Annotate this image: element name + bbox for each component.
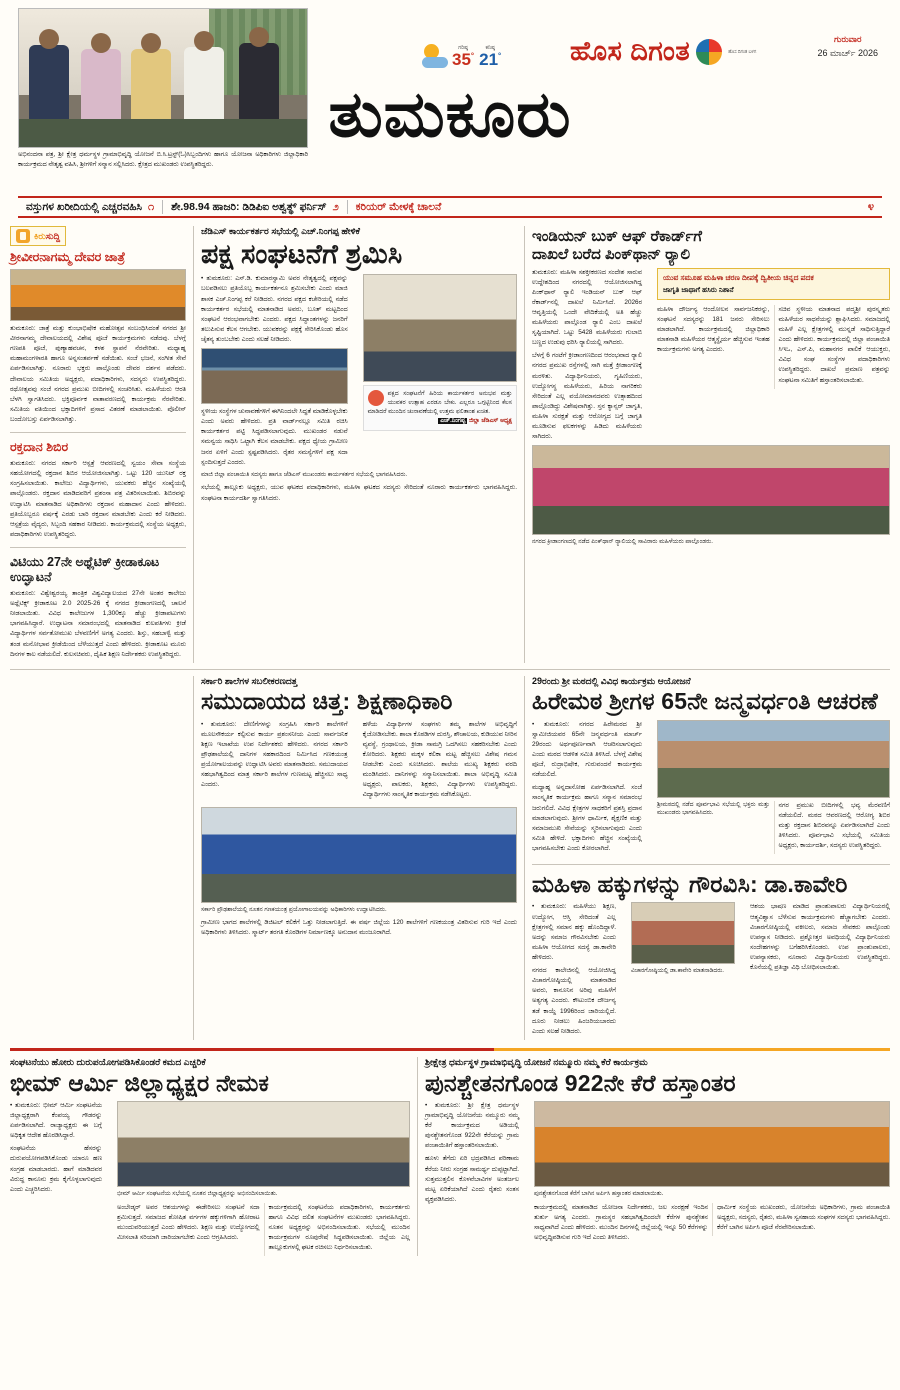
math-photo-caption: ಶ್ರೀಮಠದಲ್ಲಿ ನಡೆದ ಪೂರ್ವಭಾವಿ ಸಭೆಯಲ್ಲಿ ಭಕ್ತರು ಮತ್ತು ಮುಖಂಡರು ಭಾಗವಹಿಸಿದರು. <box>657 801 770 817</box>
weather-widget <box>422 34 514 80</box>
lake-body-3: ಕಾರ್ಯಕ್ರಮದಲ್ಲಿ ಮಾತನಾಡಿದ ಯೋಜನಾ ನಿರ್ದೇಶಕರು, ಜಲ ಸಂರಕ್ಷಣೆ ಇಂದಿನ ತುರ್ತು ಅಗತ್ಯ ಎಂದರು. ಗ್ರಾಮಸ್ಥರ ಸಹಭಾಗಿತ್ವದಿಂದಲೇ ಕೆರೆಗಳ ಪುನಶ್ಚೇತನ ಸಾಧ್ಯವಾಗಿದೆ ಎಂದು ಹೇಳಿದರು. ಮುಂದಿನ ದಿನಗಳಲ್ಲಿ ಜಿಲ್ಲೆಯಲ್ಲಿ ಇನ್ನೂ 50 ಕೆರೆಗಳನ್ನು ಅಭಿವೃದ್ಧಿಪಡಿಸುವ ಗುರಿ ಇದೆ ಎಂದು ತಿಳಿಸಿದರು. <box>534 1203 708 1241</box>
pinkathon-body-3: ಮಹಿಳಾ ದೌರ್ಜನ್ಯ ಆಂದೋಲನ ಸಾರ್ವಜನಿಕರನ್ನು, ಸಂಘಟನೆ ಸದಸ್ಯರನ್ನು 181 ಜನರು ಸೇರಿಸಲು ಮಾಡಲಾಗಿದೆ. ಕಾರ್ಯಕ್ರಮದಲ್ಲಿ ಜಿಲ್ಲಾಧಿಕಾರಿ ಮಾತನಾಡಿ ಮಹಿಳೆಯರ ಆತ್ಮಸ್ಥೈರ್ಯ ಹೆಚ್ಚಿಸುವ ಇಂತಹ ಕಾರ್ಯಕ್ರಮಗಳು ಅಗತ್ಯ ಎಂದರು. <box>657 305 770 354</box>
masthead-photo-caption: ಅಭಿನಂದನಾ ಪತ್ರ, ಶ್ರೀ ಕ್ಷೇತ್ರ ಧರ್ಮಸ್ಥಳ ಗ್ರಾಮಾಭಿವೃದ್ಧಿ ಯೋಜನೆ ಬಿ.ಸಿ.ಟ್ರಸ್ಟ್(ಓ)ಸಿಬ್ಬಂದಿಗಳು ಹಾಗೂ ಯೋಜನಾ ಅಧಿಕಾರಿಗಳು ಜಿಲ್ಲಾಧಿಕಾರಿ ಕಾರ್ಯಕ್ರಮದ ನೇತೃತ್ವ ವಹಿಸಿ, ಶ್ರೀಗಳಿಗೆ ಸನ್ಮಾನ ಸಲ್ಲಿಸಿದರು. ಕ್ಷೇತ್ರದ ಮುಖಂಡರು ಉಪಸ್ಥಿತರಿದ್ದರು. <box>18 151 308 168</box>
column-briefs <box>10 226 186 663</box>
lead-headline: ಪಕ್ಷ ಸಂಘಟನೆಗೆ ಶ್ರಮಿಸಿ <box>201 238 403 269</box>
lead-body-1: • ತುಮಕೂರು: ಎಸ್.ಡಿ. ಕುಮಾರಸ್ವಾಮಿ ಅವರ ನೇತೃತ್ವದಲ್ಲಿ ಪಕ್ಷವನ್ನು ಬಲಪಡಿಸಲು ಪ್ರತಿಯೊಬ್ಬ ಕಾರ್ಯಕರ್ತನೂ ಶ್ರಮಿಸಬೇಕು ಎಂದು ಮಾಜಿ ಶಾಸಕ ಎಚ್.ನಿಂಗಪ್ಪ ಕರೆ ನೀಡಿದರು. ನಗರದ ಪಕ್ಷದ ಕಚೇರಿಯಲ್ಲಿ ನಡೆದ ಕಾರ್ಯಕರ್ತರ ಸಭೆಯಲ್ಲಿ ಮಾತನಾಡಿದ ಅವರು, ಬೂತ್ ಮಟ್ಟದಿಂದ ಸಂಘಟನೆ ಆರಂಭವಾಗಬೇಕು ಎಂದರು. ಪಕ್ಷದ ಸಿದ್ಧಾಂತಗಳನ್ನು ಜನರಿಗೆ ತಲುಪಿಸುವ ಕೆಲಸ ಆಗಬೇಕು. ಯುವಕರನ್ನು ಪಕ್ಷಕ್ಕೆ ಸೇರಿಸಿಕೊಂಡು ಹೊಸ ಚೈತನ್ಯ ತುಂಬಬೇಕು ಎಂದು ಸಲಹೆ ನೀಡಿದರು. <box>201 275 348 344</box>
temp-max-value: 35 <box>452 50 471 70</box>
lake-photo-caption: ಪುನಶ್ಚೇತನಗೊಂಡ ಕೆರೆಗೆ ಬಾಗಿನ ಅರ್ಪಿಸಿ ಹಸ್ತಾಂತರ ಮಾಡಲಾಯಿತು. <box>534 1190 664 1197</box>
pinkathon-kicker: ಇಂಡಿಯನ್ ಬುಕ್ ಆಫ್ ರೆಕಾರ್ಡ್‌ಗೆ <box>532 228 703 245</box>
story-schools <box>201 676 517 1040</box>
bottom-row <box>10 1057 890 1256</box>
temp-min: ಕನಿಷ್ಠ 21° <box>479 44 502 70</box>
index-item-label: ವಸ್ತುಗಳ ಖರೀದಿಯಲ್ಲಿ ಎಚ್ಚರವಹಿಸಿ <box>26 200 142 213</box>
lead-body-2: ಸ್ಥಳೀಯ ಸಂಸ್ಥೆಗಳ ಚುನಾವಣೆಗಳಿಗೆ ಈಗಿನಿಂದಲೇ ಸಿದ್ಧತೆ ಮಾಡಿಕೊಳ್ಳಬೇಕು ಎಂದು ಅವರು ಹೇಳಿದರು. ಪ್ರತಿ ವಾರ್ಡ್‌ನಲ್ಲೂ ಸಮಿತಿ ರಚಿಸಿ ಕಾರ್ಯಕರ್ತರ ಪಟ್ಟಿ ಸಿದ್ಧಪಡಿಸಲಾಗುವುದು. ಮುಖಂಡರ ನಡುವೆ ಸಮನ್ವಯ ಸಾಧಿಸಿ ಒಟ್ಟಾಗಿ ಕೆಲಸ ಮಾಡಬೇಕು. ಪಕ್ಷದ ಧ್ಯೇಯ ಗ್ರಾಮೀಣ ಜನರ ಏಳಿಗೆ ಎಂದು ಸ್ಪಷ್ಟಪಡಿಸಿದರು. ರೈತರ ಸಮಸ್ಯೆಗಳಿಗೆ ಪಕ್ಷ ಸದಾ ಸ್ಪಂದಿಸುತ್ತದೆ ಎಂದರು. <box>201 408 348 466</box>
women-rights-body-2: ನಗರದ ಕಾಲೇಜಿನಲ್ಲಿ ಆಯೋಜಿಸಿದ್ದ ವಿಚಾರಗೋಷ್ಠಿಯಲ್ಲಿ ಮಾತನಾಡಿದ ಅವರು, ಕಾನೂನಿನ ಅರಿವು ಮಹಿಳೆಗೆ ಅತ್ಯಗತ್ಯ ಎಂದರು. ಕೌಟುಂಬಿಕ ದೌರ್ಜನ್ಯ ತಡೆ ಕಾಯ್ದೆ 1996ರಿಂದ ಜಾರಿಯಲ್ಲಿದೆ. ದೂರು ನೀಡಲು ಹಿಂಜರಿಯಬಾರದು ಎಂದು ಸಲಹೆ ನೀಡಿದರು. <box>532 967 616 1035</box>
middle-row <box>10 676 890 1040</box>
index-item[interactable] <box>163 201 347 214</box>
index-item-page: ೧ <box>147 200 155 213</box>
lake-body-1: • ತುಮಕೂರು: ಶ್ರೀ ಕ್ಷೇತ್ರ ಧರ್ಮಸ್ಥಳ ಗ್ರಾಮಾಭಿವೃದ್ಧಿ ಯೋಜನೆಯ ನಮ್ಮೂರು ನಮ್ಮ ಕೆರೆ ಕಾರ್ಯಕ್ರಮದ ಅಡಿಯಲ್ಲಿ ಪುನಶ್ಚೇತನಗೊಂಡ 922ನೇ ಕೆರೆಯನ್ನು ಗ್ರಾಮ ಪಂಚಾಯಿತಿಗೆ ಹಸ್ತಾಂತರಿಸಲಾಯಿತು. <box>425 1101 519 1150</box>
bhim-body-3: ಅಂಬೇಡ್ಕರ್ ಅವರ ಆಶಯಗಳನ್ನು ಈಡೇರಿಸಲು ಸಂಘಟನೆ ಸದಾ ಶ್ರಮಿಸುತ್ತದೆ. ಸಮಾಜದ ಶೋಷಿತ ವರ್ಗಗಳ ಹಕ್ಕುಗಳಿಗಾಗಿ ಹೋರಾಟ ಮುಂದುವರಿಯುತ್ತದೆ ಎಂದು ಹೇಳಿದರು. ಶಿಕ್ಷಣ ಮತ್ತು ಉದ್ಯೋಗದಲ್ಲಿ ಮೀಸಲಾತಿ ಸರಿಯಾಗಿ ಜಾರಿಯಾಗಬೇಕು ಎಂದು ಆಗ್ರಹಿಸಿದರು. <box>117 1203 260 1241</box>
women-rights-body-1: • ತುಮಕೂರು: ಮಹಿಳೆಯು ಶಿಕ್ಷಣ, ಉದ್ಯೋಗ, ಆಸ್ತಿ ಸೇರಿದಂತೆ ಎಲ್ಲ ಕ್ಷೇತ್ರಗಳಲ್ಲಿ ಸಮಾನ ಹಕ್ಕು ಹೊಂದಿದ್ದಾಳೆ. ಅದನ್ನು ಸಮಾಜ ಗೌರವಿಸಬೇಕು ಎಂದು ಮಹಿಳಾ ಆಯೋಗದ ಸದಸ್ಯೆ ಡಾ.ಕಾವೇರಿ ಹೇಳಿದರು. <box>532 903 616 961</box>
math-body-1: • ತುಮಕೂರು: ನಗರದ ಹಿರೇಮಠದ ಶ್ರೀ ಸ್ವಾಮೀಜಿಯವರ 65ನೇ ಜನ್ಮವರ್ಧಂತಿ ಮಾರ್ಚ್ 29ರಂದು ಅರ್ಥಪೂರ್ಣವಾಗಿ ಆಚರಿಸಲಾಗುವುದು ಎಂದು ಮಠದ ಆಡಳಿತ ಸಮಿತಿ ತಿಳಿಸಿದೆ. ಬೆಳಗ್ಗೆ ವಿಶೇಷ ಪೂಜೆ, ರುದ್ರಾಭಿಷೇಕ, ಗುರುವಂದನೆ ಕಾರ್ಯಕ್ರಮ ನಡೆಯಲಿದೆ. <box>532 720 642 779</box>
index-item[interactable] <box>18 201 162 214</box>
masthead <box>10 0 890 213</box>
sun-cloud-icon <box>422 44 448 70</box>
column-pinkathon <box>532 226 890 663</box>
brief-3-body: ತುಮಕೂರು: ವಿಶ್ವೇಶ್ವರಯ್ಯ ತಾಂತ್ರಿಕ ವಿಶ್ವವಿದ್ಯಾಲಯದ 27ನೇ ಅಂತರ ಕಾಲೇಜು ಅಥ್ಲೆಟಿಕ್ಸ್ ಕ್ರೀಡಾಕೂಟ 2.0 2025-26 ಕ್ಕೆ ನಗರದ ಕ್ರೀಡಾಂಗಣದಲ್ಲಿ ಚಾಲನೆ ನೀಡಲಾಯಿತು. ವಿವಿಧ ಕಾಲೇಜುಗಳ 1,300ಕ್ಕೂ ಹೆಚ್ಚು ಕ್ರೀಡಾಪಟುಗಳು ಭಾಗವಹಿಸಿದ್ದಾರೆ. ಉದ್ಘಾಟನಾ ಸಮಾರಂಭದಲ್ಲಿ ಮಾತನಾಡಿದ ಕುಲಪತಿಗಳು ಕ್ರೀಡೆ ವಿದ್ಯಾರ್ಥಿಗಳ ಸರ್ವತೋಮುಖ ಬೆಳವಣಿಗೆಗೆ ಅಗತ್ಯ ಎಂದರು. ಶಿಸ್ತು, ಸಹಬಾಳ್ವೆ ಮತ್ತು ತಂಡ ಮನೋಭಾವ ಕ್ರೀಡೆಯಿಂದ ಬೆಳೆಯುತ್ತದೆ ಎಂದು ಹೇಳಿದರು. ಕ್ರೀಡಾಕೂಟ ಮೂರು ದಿನಗಳ ಕಾಲ ನಡೆಯಲಿದೆ. ಕುಲಸಚಿವರು, ದೈಹಿಕ ಶಿಕ್ಷಣ ನಿರ್ದೇಶಕರು ಉಪಸ್ಥಿತರಿದ್ದರು. <box>10 589 186 658</box>
bhim-body-1: • ತುಮಕೂರು: ಭೀಮ್ ಆರ್ಮಿ ಸಂಘಟನೆಯ ಜಿಲ್ಲಾಧ್ಯಕ್ಷರಾಗಿ ಕೆಂಪಯ್ಯ ಗೌಡರನ್ನು ಏರ್ಪಡಿಸಲಾಗಿದೆ. ರಾಜ್ಯಾಧ್ಯಕ್ಷರು ಈ ಬಗ್ಗೆ ಅಧಿಕೃತ ಆದೇಶ ಹೊರಡಿಸಿದ್ದಾರೆ. <box>10 1101 102 1140</box>
story-lake-handover <box>425 1057 890 1256</box>
badge-word-2: ಸುದ್ದಿ <box>45 230 61 241</box>
lead-kicker: ಜೆಡಿಎಸ್ ಕಾರ್ಯಕರ್ತರ ಸಭೆಯಲ್ಲಿ ಎಚ್.ನಿಂಗಪ್ಪ ಹೇಳಿಕೆ <box>201 226 360 236</box>
pinkathon-body-1: ತುಮಕೂರು: ಮಹಿಳಾ ಸಶಕ್ತೀಕರಣದ ಸಂದೇಶ ಸಾರುವ ಉದ್ದೇಶದಿಂದ ನಗರದಲ್ಲಿ ಆಯೋಜಿಸಲಾಗಿದ್ದ ಪಿಂಕ್‌ಥಾನ್ ರ್‍ಯಾಲಿ ಇಂಡಿಯನ್ ಬುಕ್ ಆಫ್ ರೆಕಾರ್ಡ್‌ನಲ್ಲಿ ದಾಖಲೆ ನಿರ್ಮಿಸಿದೆ. 2026ರ ಆವೃತ್ತಿಯಲ್ಲಿ ಒಂದೇ ವೇದಿಕೆಯಲ್ಲಿ ಅತಿ ಹೆಚ್ಚು ಮಹಿಳೆಯರು ಪಾಲ್ಗೊಂಡ ರ್‍ಯಾಲಿ ಎಂಬ ದಾಖಲೆ ಸೃಷ್ಟಿಯಾಗಿದೆ. ಒಟ್ಟು 5428 ಮಹಿಳೆಯರು ಗುಲಾಬಿ ಬಣ್ಣದ ಉಡುಪು ಧರಿಸಿ ರ್‍ಯಾಲಿಯಲ್ಲಿ ಸಾಗಿದರು. <box>532 268 642 347</box>
temp-max: ಗರಿಷ್ಠ 35° <box>452 44 475 70</box>
math-body-3: ನಗರ ಪ್ರಮುಖ ಬೀದಿಗಳಲ್ಲಿ ಭವ್ಯ ಮೆರವಣಿಗೆ ನಡೆಯಲಿದೆ. ಮಠದ ಆವರಣದಲ್ಲಿ ಆರೋಗ್ಯ ಶಿಬಿರ ಮತ್ತು ರಕ್ತದಾನ ಶಿಬಿರವನ್ನೂ ಏರ್ಪಡಿಸಲಾಗಿದೆ ಎಂದು ತಿಳಿಸಿದರು. ಪೂರ್ವಭಾವಿ ಸಭೆಯಲ್ಲಿ ಸಮಿತಿಯ ಅಧ್ಯಕ್ಷರು, ಕಾರ್ಯದರ್ಶಿ, ಸದಸ್ಯರು ಉಪಸ್ಥಿತರಿದ್ದರು. <box>778 801 890 850</box>
badge-word-1: ಕಿರು <box>34 230 46 241</box>
pullquote-text: ಪಕ್ಷದ ಸಂಘಟನೆಗೆ ಹಿರಿಯ ಕಾರ್ಯಕರ್ತರ ಅನುಭವ ಮತ್ತು ಯುವಕರ ಉತ್ಸಾಹ ಎರಡೂ ಬೇಕು. ಎಲ್ಲರೂ ಒಗ್ಗಟ್ಟಿನಿಂದ ಕೆಲಸ ಮಾಡಿದರೆ ಮುಂದಿನ ಚುನಾವಣೆಯಲ್ಲಿ ಉತ್ತಮ ಫಲಿತಾಂಶ ಖಚಿತ. <box>367 391 512 416</box>
pinkathon-body-2: ಬೆಳಗ್ಗೆ 6 ಗಂಟೆಗೆ ಕ್ರೀಡಾಂಗಣದಿಂದ ಆರಂಭವಾದ ರ್‍ಯಾಲಿ ನಗರದ ಪ್ರಮುಖ ರಸ್ತೆಗಳಲ್ಲಿ ಸಾಗಿ ಮತ್ತೆ ಕ್ರೀಡಾಂಗಣಕ್ಕೆ ಮರಳಿತು. ವಿದ್ಯಾರ್ಥಿನಿಯರು, ಗೃಹಿಣಿಯರು, ಉದ್ಯೋಗಸ್ಥ ಮಹಿಳೆಯರು, ಹಿರಿಯ ನಾಗರಿಕರು ಸೇರಿದಂತೆ ಎಲ್ಲ ವಯೋಮಾನದವರು ಉತ್ಸಾಹದಿಂದ ಪಾಲ್ಗೊಂಡಿದ್ದು ವಿಶೇಷವಾಗಿತ್ತು. ಸ್ತನ ಕ್ಯಾನ್ಸರ್ ಜಾಗೃತಿ, ಮಹಿಳಾ ಸುರಕ್ಷತೆ ಮತ್ತು ಆರೋಗ್ಯದ ಬಗ್ಗೆ ಜಾಗೃತಿ ಮೂಡಿಸುವ ಫಲಕಗಳನ್ನು ಹಿಡಿದು ಮಹಿಳೆಯರು ಸಾಗಿದರು. <box>532 352 642 441</box>
lake-headline: ಪುನಶ್ಚೇತನಗೊಂಡ 922ನೇ ಕೆರೆ ಹಸ್ತಾಂತರ <box>425 1069 736 1096</box>
temp-min-label: ಕನಿಷ್ಠ <box>485 44 495 51</box>
lead-body-3: ಸಭೆಯಲ್ಲಿ ತಾಲ್ಲೂಕು ಅಧ್ಯಕ್ಷರು, ಯುವ ಘಟಕದ ಪದಾಧಿಕಾರಿಗಳು, ಮಹಿಳಾ ಘಟಕದ ಸದಸ್ಯರು ಸೇರಿದಂತೆ ನೂರಾರು ಕಾರ್ಯಕರ್ತರು ಭಾಗವಹಿಸಿದ್ದರು. ಸಂಘಟನಾ ಕಾರ್ಯದರ್ಶಿ ಸ್ವಾಗತಿಸಿದರು. <box>201 484 517 502</box>
temp-min-value: 21 <box>479 50 499 70</box>
brief-2-body: ತುಮಕೂರು: ನಗರದ ಸರ್ಕಾರಿ ಆಸ್ಪತ್ರೆ ಆವರಣದಲ್ಲಿ ಸ್ವಯಂ ಸೇವಾ ಸಂಸ್ಥೆಯ ಸಹಯೋಗದಲ್ಲಿ ರಕ್ತದಾನ ಶಿಬಿರ ಆಯೋಜಿಸಲಾಗಿತ್ತು. ಒಟ್ಟು 120 ಯುನಿಟ್ ರಕ್ತ ಸಂಗ್ರಹಿಸಲಾಯಿತು. ಕಾಲೇಜು ವಿದ್ಯಾರ್ಥಿಗಳು, ಯುವಕರು ಹೆಚ್ಚಿನ ಸಂಖ್ಯೆಯಲ್ಲಿ ಪಾಲ್ಗೊಂಡರು. ರಕ್ತದಾನ ಮಾಡಿದವರಿಗೆ ಪ್ರಶಂಸಾ ಪತ್ರ ವಿತರಿಸಲಾಯಿತು. ಶಿಬಿರವನ್ನು ಉದ್ಘಾಟಿಸಿ ಮಾತನಾಡಿದ ಅಧಿಕಾರಿಗಳು ರಕ್ತದಾನ ಮಹಾದಾನ ಎಂದು ಹೇಳಿದರು. ಪ್ರತಿಯೊಬ್ಬರೂ ವರ್ಷಕ್ಕೆ ಎರಡು ಬಾರಿ ರಕ್ತದಾನ ಮಾಡಬೇಕು ಎಂದು ಕರೆ ನೀಡಿದರು. ಆಸ್ಪತ್ರೆಯ ವೈದ್ಯರು, ಸಿಬ್ಬಂದಿ ಸಹಕಾರ ನೀಡಿದರು. ಕಾರ್ಯಕ್ರಮದಲ್ಲಿ ಸಂಸ್ಥೆಯ ಅಧ್ಯಕ್ಷರು, ಪದಾಧಿಕಾರಿಗಳು ಉಪಸ್ಥಿತರಿದ್ದರು. <box>10 460 186 538</box>
page-content <box>10 226 890 1256</box>
schools-photo <box>201 807 517 903</box>
pullquote-speaker: ಎಚ್.ನಿಂಗಪ್ಪ <box>440 418 466 425</box>
lake-body-4: ಧಾರ್ಮಿಕ ಸಂಸ್ಥೆಯ ಮುಖಂಡರು, ಯೋಜನೆಯ ಅಧಿಕಾರಿಗಳು, ಗ್ರಾಮ ಪಂಚಾಯಿತಿ ಅಧ್ಯಕ್ಷರು, ಸದಸ್ಯರು, ರೈತರು, ಮಹಿಳಾ ಸ್ವಸಹಾಯ ಸಂಘಗಳ ಸದಸ್ಯರು ಭಾಗವಹಿಸಿದ್ದರು. ಕೆರೆಗೆ ಬಾಗಿನ ಅರ್ಪಿಸಿ ಪೂಜೆ ನೆರವೇರಿಸಲಾಯಿತು. <box>717 1203 890 1231</box>
brief-1-photo <box>10 269 186 321</box>
women-rights-photo-caption: ವಿಚಾರಗೋಷ್ಠಿಯಲ್ಲಿ ಡಾ.ಕಾವೇರಿ ಮಾತನಾಡಿದರು. <box>631 968 724 975</box>
index-item-page: ೨ <box>332 200 339 213</box>
bhim-body-2: ಸಂಘಟನೆಯ ಹೆಸರನ್ನು ದುರುಪಯೋಗಪಡಿಸಿಕೊಂಡು ಯಾರೂ ಹಣ ಸಂಗ್ರಹ ಮಾಡಬಾರದು. ಹಾಗೆ ಮಾಡಿದವರ ವಿರುದ್ಧ ಕಾನೂನು ಕ್ರಮ ಕೈಗೊಳ್ಳಲಾಗುವುದು ಎಂದು ಎಚ್ಚರಿಸಿದರು. <box>10 1145 102 1193</box>
index-item[interactable] <box>348 201 860 214</box>
briefs-badge <box>10 226 66 246</box>
column-lead-story <box>201 226 517 663</box>
edition-title: ತುಮಕೂರು <box>328 78 572 150</box>
bhim-photo <box>117 1101 410 1187</box>
speaker-avatar <box>368 390 384 406</box>
lead-pullquote <box>363 385 517 431</box>
brand-name: ಹೊಸ ದಿಗಂತ <box>570 36 691 66</box>
index-item-label: ಶೇ.98.94 ಹಾಜರಿ: ಡಿಡಿಪಿಐ ಅಶ್ವತ್ಥ್ ಫರ್ನಿಸ್ <box>171 200 327 213</box>
pinkathon-kicker-2: ದಾಖಲೆ ಬರೆದ ಪಿಂಕ್‌ಥಾನ್ ರ್‍ಯಾಲಿ <box>532 246 691 264</box>
math-kicker: 29ರಂದು ಶ್ರೀ ಮಠದಲ್ಲಿ ವಿವಿಧ ಕಾರ್ಯಕ್ರಮ ಆಯೋಜನೆ <box>532 675 691 686</box>
schools-body-2: ಹಳೆಯ ವಿದ್ಯಾರ್ಥಿಗಳ ಸಂಘಗಳು ತಮ್ಮ ಶಾಲೆಗಳ ಅಭಿವೃದ್ಧಿಗೆ ಕೈಜೋಡಿಸಬೇಕು. ಶಾಲಾ ಕೊಠಡಿಗಳ ದುರಸ್ತಿ, ಶೌಚಾಲಯ, ಕುಡಿಯುವ ನೀರಿನ ವ್ಯವಸ್ಥೆ, ಗ್ರಂಥಾಲಯ, ಕ್ರೀಡಾ ಸಾಮಗ್ರಿ ಒದಗಿಸಲು ಸಹಕರಿಸಬೇಕು ಎಂದು ಕೋರಿದರು. ಶಿಕ್ಷಕರು ಮಕ್ಕಳ ಕಲಿಕಾ ಮಟ್ಟ ಹೆಚ್ಚಿಸಲು ವಿಶೇಷ ಗಮನ ನೀಡಬೇಕು ಎಂದು ಸೂಚಿಸಿದರು. ಶಾಲೆಯ ಮುಖ್ಯ ಶಿಕ್ಷಕರು ವರದಿ ಮಂಡಿಸಿದರು. ದಾನಿಗಳನ್ನು ಸನ್ಮಾನಿಸಲಾಯಿತು. ಶಾಲಾ ಅಭಿವೃದ್ಧಿ ಸಮಿತಿ ಅಧ್ಯಕ್ಷರು, ಪಾಲಕರು, ಶಿಕ್ಷಕರು, ವಿದ್ಯಾರ್ಥಿಗಳು ಉಪಸ್ಥಿತರಿದ್ದರು. ವಿದ್ಯಾರ್ಥಿಗಳು ಸಾಂಸ್ಕೃತಿಕ ಕಾರ್ಯಕ್ರಮ ನಡೆಸಿಕೊಟ್ಟರು. <box>362 720 517 799</box>
note-icon <box>16 229 30 243</box>
lead-photo-1 <box>363 274 517 382</box>
lake-body-2: ಹೂಳು ತೆಗೆದು ಏರಿ ಭದ್ರಪಡಿಸಿದ ಪರಿಣಾಮ ಕೆರೆಯ ನೀರು ಸಂಗ್ರಹ ಸಾಮರ್ಥ್ಯ ದುಪ್ಪಟ್ಟಾಗಿದೆ. ಸುತ್ತಮುತ್ತಲಿನ ಕೊಳವೆಬಾವಿಗಳ ಅಂತರ್ಜಲ ಮಟ್ಟ ಏರಿಕೆಯಾಗಿದೆ ಎಂದು ರೈತರು ಸಂತಸ ವ್ಯಕ್ತಪಡಿಸಿದರು. <box>425 1155 519 1203</box>
brief-3-headline: ವಿಟಿಯು 27ನೇ ಅಥ್ಲೆಟಿಕ್ ಕ್ರೀಡಾಕೂಟ ಉದ್ಘಾಟನೆ <box>10 554 160 584</box>
middle-left-spacer <box>10 676 186 1040</box>
story-bhim-army <box>10 1057 410 1256</box>
brief-1-body: ತುಮಕೂರು: ಜಾತ್ರೆ ಮತ್ತು ಕುಂಭಾಭಿಷೇಕ ಮಹೋತ್ಸವ ಸಂಬಂಧಿಸಿದಂತೆ ನಗರದ ಶ್ರೀ ವೀರನಾಗಮ್ಮ ದೇವಾಲಯದಲ್ಲಿ ವಿಶೇಷ ಪೂಜೆ ಕಾರ್ಯಕ್ರಮಗಳು ನಡೆದವು. ಬೆಳಗ್ಗೆ ಗಣಪತಿ ಪೂಜೆ, ಪುಣ್ಯಾಹವಚನ, ಕಳಶ ಸ್ಥಾಪನೆ ನೆರವೇರಿತು. ಮಧ್ಯಾಹ್ನ ಮಹಾಮಂಗಳಾರತಿ ಹಾಗೂ ಅನ್ನಸಂತರ್ಪಣೆ ನಡೆಯಿತು. ಸಂಜೆ ಭಜನೆ, ಸಂಗೀತ ಸೇವೆ ಏರ್ಪಡಿಸಲಾಗಿತ್ತು. ನೂರಾರು ಭಕ್ತರು ಪಾಲ್ಗೊಂಡು ದೇವರ ದರ್ಶನ ಪಡೆದರು. ದೇವಾಲಯ ಸಮಿತಿಯ ಅಧ್ಯಕ್ಷರು, ಪದಾಧಿಕಾರಿಗಳು, ಸದಸ್ಯರು ಉಪಸ್ಥಿತರಿದ್ದರು. ರಥೋತ್ಸವವು ಸಂಜೆ ನಗರದ ಪ್ರಮುಖ ಬೀದಿಗಳಲ್ಲಿ ಸಂಚರಿಸಿತು. ಮಹಿಳೆಯರು ಆರತಿ ಬೆಳಗಿ ಸ್ವಾಗತಿಸಿದರು. ಭಕ್ತಿಪೂರ್ವಕ ವಾತಾವರಣದಲ್ಲಿ ಕಾರ್ಯಕ್ರಮ ನೆರವೇರಿತು. ಸಮಿತಿಯ ವತಿಯಿಂದ ಭಕ್ತಾದಿಗಳಿಗೆ ಪ್ರಸಾದ ವಿತರಣೆ ಮಾಡಲಾಯಿತು. ಪೊಲೀಸ್ ಬಂದೋಬಸ್ತು ಏರ್ಪಡಿಸಲಾಗಿತ್ತು. <box>10 325 186 423</box>
subbox-subtitle: ಜಾಗೃತಿ ಜಾಥಾಗೆ ಹಸಿರು ನಿಶಾನೆ <box>663 284 734 294</box>
story-math-and-women <box>532 676 890 1040</box>
brief-1-headline: ಶ್ರೀವೀರನಾಗಮ್ಮ ದೇವರ ಜಾತ್ರೆ <box>10 250 126 264</box>
schools-kicker: ಸರ್ಕಾರಿ ಶಾಲೆಗಳ ಸಬಲೀಕರಣದತ್ತ <box>201 675 298 686</box>
temp-max-label: ಗರಿಷ್ಠ <box>458 44 468 51</box>
bhim-headline: ಭೀಮ್ ಆರ್ಮಿ ಜಿಲ್ಲಾಧ್ಯಕ್ಷರ ನೇಮಕ <box>10 1069 270 1096</box>
math-body-2: ಮಧ್ಯಾಹ್ನ ಅನ್ನದಾಸೋಹ ಏರ್ಪಡಿಸಲಾಗಿದೆ. ಸಂಜೆ ಸಾಂಸ್ಕೃತಿಕ ಕಾರ್ಯಕ್ರಮ ಹಾಗೂ ಸನ್ಮಾನ ಸಮಾರಂಭ ಜರುಗಲಿದೆ. ವಿವಿಧ ಕ್ಷೇತ್ರಗಳ ಸಾಧಕರಿಗೆ ಪ್ರಶಸ್ತಿ ಪ್ರದಾನ ಮಾಡಲಾಗುವುದು. ಶ್ರೀಗಳ ಧಾರ್ಮಿಕ, ಶೈಕ್ಷಣಿಕ ಮತ್ತು ಸಮಾಜಮುಖಿ ಸೇವೆಯನ್ನು ಸ್ಮರಿಸಲಾಗುವುದು ಎಂದು ಸಮಿತಿ ಹೇಳಿದೆ. ಭಕ್ತಾದಿಗಳು ಹೆಚ್ಚಿನ ಸಂಖ್ಯೆಯಲ್ಲಿ ಭಾಗವಹಿಸಬೇಕು ಎಂದು ಕೋರಲಾಗಿದೆ. <box>532 784 642 853</box>
schools-body-1: • ತುಮಕೂರು: ದೇಣಿಗೆಗಳನ್ನು ಸಂಗ್ರಹಿಸಿ ಸರ್ಕಾರಿ ಶಾಲೆಗಳಿಗೆ ಮೂಲಸೌಕರ್ಯ ಕಲ್ಪಿಸುವ ಕಾರ್ಯ ಪ್ರಶಂಸನೀಯ ಎಂದು ಸಾರ್ವಜನಿಕ ಶಿಕ್ಷಣ ಇಲಾಖೆಯ ಉಪ ನಿರ್ದೇಶಕರು ಹೇಳಿದರು. ನಗರದ ಸರ್ಕಾರಿ ಪ್ರೌಢಶಾಲೆಯಲ್ಲಿ ದಾನಿಗಳ ಸಹಕಾರದಿಂದ ನಿರ್ಮಿಸಿದ ಗಣಕಯಂತ್ರ ಪ್ರಯೋಗಾಲಯವನ್ನು ಉದ್ಘಾಟಿಸಿ ಅವರು ಮಾತನಾಡಿದರು. ಸಮುದಾಯದ ಸಹಭಾಗಿತ್ವದಿಂದ ಮಾತ್ರ ಸರ್ಕಾರಿ ಶಾಲೆಗಳ ಗುಣಮಟ್ಟ ಹೆಚ್ಚಿಸಲು ಸಾಧ್ಯ ಎಂದರು. <box>201 720 348 789</box>
lead-photo-2 <box>201 348 348 404</box>
schools-headline: ಸಮುದಾಯದ ಚಿತ್ತ: ಶಿಕ್ಷಣಾಧಿಕಾರಿ <box>201 688 453 715</box>
top-row <box>10 226 890 663</box>
schools-photo-caption: ಸರ್ಕಾರಿ ಪ್ರೌಢಶಾಲೆಯಲ್ಲಿ ನೂತನ ಗಣಕಯಂತ್ರ ಪ್ರಯೋಗಾಲಯವನ್ನು ಅಧಿಕಾರಿಗಳು ಉದ್ಘಾಟಿಸಿದರು. <box>201 906 387 913</box>
pullquote-speaker-role: ಜಿಲ್ಲಾ ಜೆಡಿಎಸ್ ಅಧ್ಯಕ್ಷ <box>468 418 512 425</box>
lake-photo <box>534 1101 890 1187</box>
women-rights-photo <box>631 902 735 964</box>
index-item-page-wrap <box>860 201 882 214</box>
bhim-kicker: ಸಂಘಟನೆಯು ಹೋರು ದುರುಪಯೋಗಪಡಿಸಿಕೊಂಡರೆ ಕಮದ ಎಚ್ಚರಿಕೆ <box>10 1056 206 1067</box>
women-rights-headline: ಮಹಿಳಾ ಹಕ್ಕುಗಳನ್ನು ಗೌರವಿಸಿ: ಡಾ.ಕಾವೇರಿ <box>532 871 848 898</box>
pullquote-attribution <box>368 417 512 426</box>
pinkathon-subbox <box>657 268 890 300</box>
subbox-title: ಯುವ ಸಮೂಹ ಮಹಿಳಾ ಚರಣ ದೀಪಕ್ಕೆ ದ್ವಿತೀಯ ಚಿನ್ನದ ಪದಕ <box>663 272 814 282</box>
pinkathon-photo-caption: ನಗರದ ಕ್ರೀಡಾಂಗಣದಲ್ಲಿ ನಡೆದ ಪಿಂಕ್‌ಥಾನ್ ರ್‍ಯಾಲಿಯಲ್ಲಿ ಸಾವಿರಾರು ಮಹಿಳೆಯರು ಪಾಲ್ಗೊಂಡರು. <box>532 539 713 546</box>
publish-date: 26 ಮಾರ್ಚ್ 2026 <box>817 48 878 58</box>
publication-brand <box>570 36 762 68</box>
bhim-body-4: ಕಾರ್ಯಕ್ರಮದಲ್ಲಿ ಸಂಘಟನೆಯ ಪದಾಧಿಕಾರಿಗಳು, ಕಾರ್ಯಕರ್ತರು ಹಾಗೂ ವಿವಿಧ ದಲಿತ ಸಂಘಟನೆಗಳ ಮುಖಂಡರು ಭಾಗವಹಿಸಿದ್ದರು. ನೂತನ ಅಧ್ಯಕ್ಷರನ್ನು ಅಭಿನಂದಿಸಲಾಯಿತು. ಸಭೆಯಲ್ಲಿ ಮುಂದಿನ ಕಾರ್ಯಕ್ರಮಗಳ ರೂಪುರೇಷೆ ಸಿದ್ಧಪಡಿಸಲಾಯಿತು. ಜಿಲ್ಲೆಯ ಎಲ್ಲ ತಾಲ್ಲೂಕುಗಳಲ್ಲಿ ಘಟಕ ರಚಿಸಲು ನಿರ್ಧರಿಸಲಾಯಿತು. <box>268 1203 410 1251</box>
math-photo <box>657 720 890 798</box>
date-block <box>818 34 879 59</box>
index-bar <box>18 196 882 218</box>
brand-logo-text: ಹೊಸ ದಿಗಂತ ಬಳಗ <box>728 48 757 54</box>
index-item-page: ೪ <box>867 200 874 213</box>
brand-logo-icon <box>696 39 722 65</box>
pinkathon-photo <box>532 445 890 535</box>
women-rights-body-3: ಆಶಯ ಭಾಷಣ ಮಾಡಿದ ಪ್ರಾಂಶುಪಾಲರು ವಿದ್ಯಾರ್ಥಿನಿಯರಲ್ಲಿ ಆತ್ಮವಿಶ್ವಾಸ ಬೆಳೆಸುವ ಕಾರ್ಯಕ್ರಮಗಳು ಹೆಚ್ಚಾಗಬೇಕು ಎಂದರು. ವಿಚಾರಗೋಷ್ಠಿಯಲ್ಲಿ ವಕೀಲರು, ಸಮಾಜ ಸೇವಕರು ಪಾಲ್ಗೊಂಡು ಉಪನ್ಯಾಸ ನೀಡಿದರು. ಪ್ರಶ್ನೋತ್ತರ ಅವಧಿಯಲ್ಲಿ ವಿದ್ಯಾರ್ಥಿನಿಯರು ಸಂದೇಹಗಳನ್ನು ಬಗೆಹರಿಸಿಕೊಂಡರು. ಉಪ ಪ್ರಾಂಶುಪಾಲರು, ಉಪನ್ಯಾಸಕರು, ನೂರಾರು ವಿದ್ಯಾರ್ಥಿನಿಯರು ಉಪಸ್ಥಿತರಿದ್ದರು. ಕೊನೆಯಲ್ಲಿ ಪ್ರತಿಜ್ಞಾ ವಿಧಿ ಬೋಧಿಸಲಾಯಿತು. <box>750 903 890 972</box>
pinkathon-body-4: ಸಚಿವ ಸ್ಥಳೀಯ ಮಾತನಾದ ಪದ್ಮಶ್ರೀ ಪುರಸ್ಕೃತರು ಮಹಿಳೆಯರ ಸಾಧನೆಯನ್ನು ಶ್ಲಾಘಿಸಿದರು. ಸಮಾಜದಲ್ಲಿ ಮಹಿಳೆ ಎಲ್ಲ ಕ್ಷೇತ್ರಗಳಲ್ಲಿ ಮುನ್ನಡೆ ಸಾಧಿಸುತ್ತಿದ್ದಾರೆ ಎಂದು ಹೇಳಿದರು. ಕಾರ್ಯಕ್ರಮದಲ್ಲಿ ಜಿಲ್ಲಾ ಪಂಚಾಯಿತಿ ಸಿಇಒ, ಎಸ್.ಪಿ, ಮಹಾನಗರ ಪಾಲಿಕೆ ಆಯುಕ್ತರು, ವಿವಿಧ ಸಂಘ ಸಂಸ್ಥೆಗಳ ಪದಾಧಿಕಾರಿಗಳು ಉಪಸ್ಥಿತರಿದ್ದರು. ದಾಖಲೆ ಪ್ರಮಾಣ ಪತ್ರವನ್ನು ಸಂಘಟನಾ ಸಮಿತಿಗೆ ಹಸ್ತಾಂತರಿಸಲಾಯಿತು. <box>778 305 890 384</box>
bhim-photo-caption: ಭೀಮ್ ಆರ್ಮಿ ಸಂಘಟನೆಯ ಸಭೆಯಲ್ಲಿ ನೂತನ ಜಿಲ್ಲಾಧ್ಯಕ್ಷರನ್ನು ಅಭಿನಂದಿಸಲಾಯಿತು. <box>117 1190 278 1197</box>
schools-body-3: ಗ್ರಾಮೀಣ ಭಾಗದ ಶಾಲೆಗಳಲ್ಲಿ ಡಿಜಿಟಲ್ ಕಲಿಕೆಗೆ ಒತ್ತು ನೀಡಲಾಗುತ್ತಿದೆ. ಈ ವರ್ಷ ಜಿಲ್ಲೆಯ 120 ಶಾಲೆಗಳಿಗೆ ಗಣಕಯಂತ್ರ ವಿತರಿಸುವ ಗುರಿ ಇದೆ ಎಂದು ಅಧಿಕಾರಿಗಳು ತಿಳಿಸಿದರು. ಸ್ಮಾರ್ಟ್ ತರಗತಿ ಕೊಠಡಿಗಳ ನಿರ್ಮಾಣಕ್ಕೂ ಅನುದಾನ ಮಂಜೂರಾಗಿದೆ. <box>201 919 517 937</box>
math-headline: ಹಿರೇಮಠ ಶ್ರೀಗಳ 65ನೇ ಜನ್ಮವರ್ಧಂತಿ ಆಚರಣೆ <box>532 688 878 715</box>
index-item-label: ಕರಿಯರ್ ಮೇಳಕ್ಕೆ ಚಾಲನೆ <box>355 200 442 213</box>
section-divider <box>10 1048 890 1051</box>
brief-2-headline: ರಕ್ತದಾನ ಶಿಬಿರ <box>10 440 69 455</box>
lead-photo-caption: ಮಾಜಿ ಜಿಲ್ಲಾ ಪಂಚಾಯಿತಿ ಸದಸ್ಯರು ಹಾಗೂ ಜೆಡಿಎಸ್ ಮುಖಂಡರು ಕಾರ್ಯಕರ್ತರ ಸಭೆಯಲ್ಲಿ ಭಾಗವಹಿಸಿದರು. <box>201 471 408 478</box>
weekday: ಗುರುವಾರ <box>834 34 862 44</box>
lake-kicker: ಶ್ರೀಕ್ಷೇತ್ರ ಧರ್ಮಸ್ಥಳ ಗ್ರಾಮಾಭಿವೃದ್ಧಿ ಯೋಜನೆ ನಮ್ಮೂರು ನಮ್ಮ ಕೆರೆ ಕಾರ್ಯಕ್ರಮ <box>425 1056 648 1067</box>
